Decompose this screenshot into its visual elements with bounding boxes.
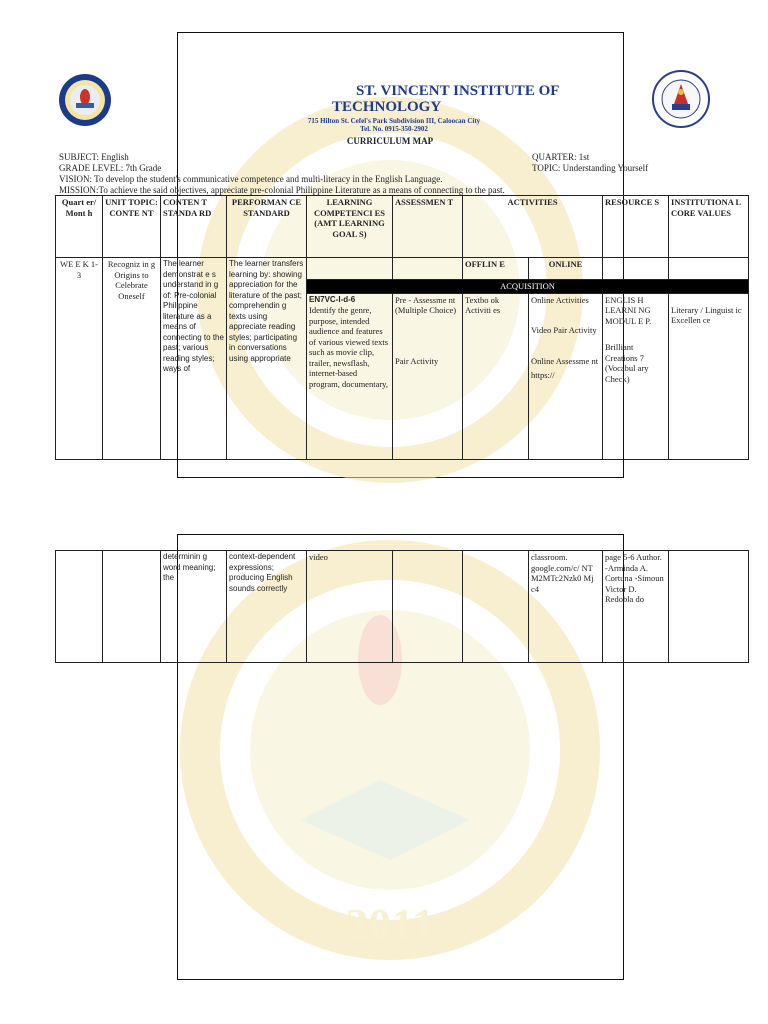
header-learning-competencies: LEARNING COMPETENCI ES (AMT LEARNING GOAL S) bbox=[307, 196, 393, 258]
row1-competency-code: EN7VC-I-d-6 bbox=[309, 294, 356, 304]
row1-quarter: WE E K 1- 3 bbox=[56, 258, 103, 460]
row1-offline-activity: Textbo ok Activiti es bbox=[463, 293, 529, 459]
row1-assessment bbox=[393, 293, 463, 459]
row1-values-blank bbox=[669, 258, 749, 280]
school-logo bbox=[58, 73, 112, 127]
row1-unit-topic: Recogniz in g Origins to Celebrate Oneself bbox=[103, 258, 161, 460]
header-core-values: INSTITUTIONA L CORE VALUES bbox=[669, 196, 749, 258]
school-tel: Tel. No. 0915-350-2902 bbox=[360, 125, 428, 133]
document-title: CURRICULUM MAP bbox=[346, 136, 434, 146]
row1-online-2: Video Pair Activity bbox=[531, 325, 597, 335]
school-name-line1: ST. VINCENT INSTITUTE OF bbox=[356, 83, 560, 99]
curriculum-map-table-continued bbox=[55, 550, 749, 663]
deped-seal bbox=[652, 70, 710, 128]
curriculum-map-table bbox=[55, 195, 749, 460]
subheader-online: ONLINE bbox=[529, 258, 603, 280]
row1-content-standard: The learner demonstrat e s understand in g of: Pre-colonial Philippine literature as a means of connecting to the past; various reading styles; ways of bbox=[161, 258, 227, 460]
row2-learning-competency: video bbox=[307, 551, 393, 663]
row1-online-3: Online Assessme nt bbox=[531, 355, 599, 366]
header-assessment: ASSESSMEN T bbox=[393, 196, 463, 258]
vision-line: VISION: To develop the student's communicative competence and multi-literacy in the English Language. bbox=[59, 174, 443, 184]
school-name bbox=[332, 83, 612, 115]
header-resources: RESOURCE S bbox=[603, 196, 669, 258]
school-name-line2: TECHNOLOGY bbox=[332, 99, 442, 115]
row1-performance-standard: The learner transfers learning by: showing appreciation for the literature of the past; comprehendin g texts using appreciate reading styles; participating in conversations using appropriate bbox=[227, 258, 307, 460]
row1-assessment-pair: Pair Activity bbox=[395, 355, 439, 366]
row1-online-activities bbox=[529, 293, 603, 459]
row1-competency-text: Identify the genre, purpose, intended audience and features of various viewed texts such as movie clip, trailer, newsflash, internet-based program, documentary, bbox=[309, 305, 389, 389]
row1-online-4: https:// bbox=[531, 370, 555, 380]
row2-assessment bbox=[393, 551, 463, 663]
row1-resources-1: ENGLIS H LEARNI NG MODUL E P. bbox=[605, 294, 652, 326]
row1-core-values bbox=[669, 293, 749, 459]
subheader-offline: OFFLIN E bbox=[463, 258, 529, 280]
row2-unit-topic bbox=[103, 551, 161, 663]
header-activities: ACTIVITIES bbox=[463, 196, 603, 258]
acquisition-bar: ACQUISITION bbox=[307, 280, 749, 294]
row2-online: classroom. google.com/c/ NT M2MTc2Nzk0 Mj c4 bbox=[529, 551, 603, 663]
row1-resources bbox=[603, 293, 669, 459]
mission-line: MISSION:To achieve the said objectives, appreciate pre-colonial Philippine Literature as a means of connecting to the past. bbox=[59, 185, 505, 195]
header-quarter: Quart er/ Mont h bbox=[56, 196, 103, 258]
row2-core-values bbox=[669, 551, 749, 663]
row1-competency-blank bbox=[307, 258, 393, 280]
row2-offline bbox=[463, 551, 529, 663]
watermark-year: 2011 bbox=[345, 899, 435, 950]
row1-resources-blank bbox=[603, 258, 669, 280]
quarter-line: QUARTER: 1st bbox=[532, 152, 590, 162]
header-performance-standard: PERFORMAN CE STANDARD bbox=[227, 196, 307, 258]
topic-line: TOPIC: Understanding Yourself bbox=[532, 163, 649, 173]
header-unit-topic: UNIT TOPIC: CONTE NT bbox=[103, 196, 161, 258]
row2-content-standard: determinin g word meaning; the bbox=[161, 551, 227, 663]
row1-assessment-pre: Pre - Assessme nt (Multiple Choice) bbox=[395, 294, 457, 315]
grade-level-line: GRADE LEVEL: 7th Grade bbox=[59, 163, 162, 173]
row1-learning-competency bbox=[307, 293, 393, 459]
row1-online-1: Online Activities bbox=[531, 294, 589, 305]
row2-performance-standard: context-dependent expressions; producing English sounds correctly bbox=[227, 551, 307, 663]
subject-line: SUBJECT: English bbox=[59, 152, 129, 162]
header-content-standard: CONTEN T STANDA RD bbox=[161, 196, 227, 258]
row2-resources: page 5-6 Author. -Arminda A. Cortuna -Simoun Victor D. Redobla do bbox=[603, 551, 669, 663]
school-address: 715 Hilton St. Cefel's Park Subdivision III, Caloocan City bbox=[307, 117, 481, 125]
row1-assessment-blank bbox=[393, 258, 463, 280]
row1-core-values-text: Literary / Linguist ic Excellen ce bbox=[671, 304, 742, 325]
row2-quarter bbox=[56, 551, 103, 663]
row1-resources-2: Brilliant Creations 7 (Vocabul ary Check) bbox=[605, 342, 649, 384]
